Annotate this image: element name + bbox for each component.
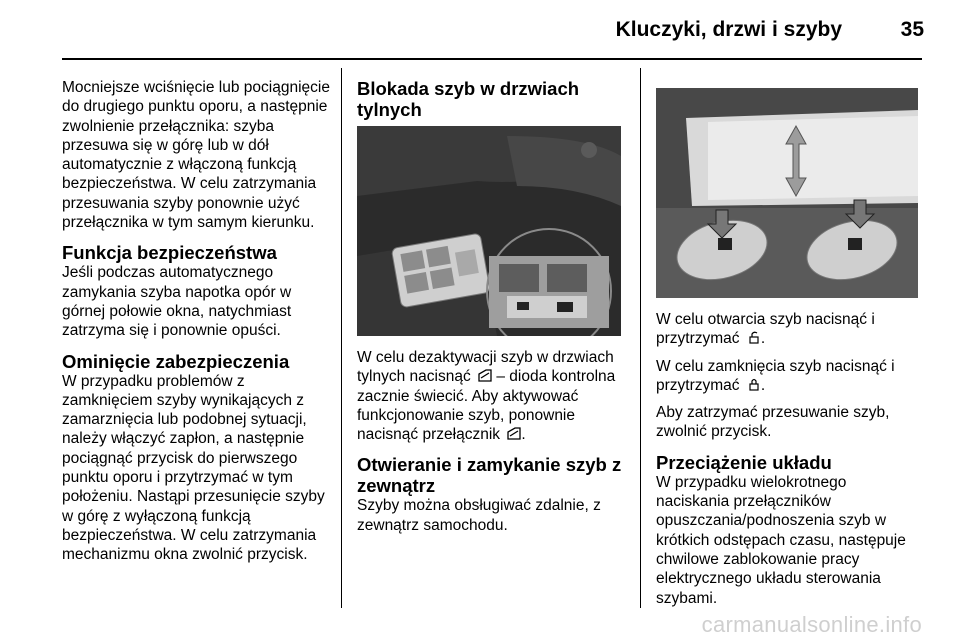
lock-icon (747, 378, 761, 391)
close-windows-paragraph: W celu zamknięcia szyb nacisnąć i przytrzymać . (656, 357, 895, 394)
section-safety (62, 242, 332, 340)
column-divider (341, 68, 342, 608)
section-heading-safety: Funkcja bezpieczeństwa (62, 242, 277, 264)
column-left (62, 78, 332, 573)
section-remote (357, 454, 625, 535)
window-lock-icon (507, 427, 521, 440)
header-divider (62, 58, 922, 60)
window-lock-icon (478, 369, 492, 382)
section-heading-bypass: Ominięcie zabezpieczenia (62, 350, 290, 372)
section-bypass (62, 351, 332, 565)
remote-paragraph: Szyby można obsługiwać zdalnie, z zewnątrz samochodu. (357, 497, 601, 534)
section-overload (656, 452, 922, 608)
page-number: 35 (900, 18, 924, 41)
intro-paragraph: Mocniejsze wciśnięcie lub pociągnięcie do drugiego punktu oporu, a następnie zwolnienie przełącznika: szyba przesuwa się w górę lub w dół automatycznie z włączoną funkcją bezpieczeństwa. W celu zatrzymania przesuwania szyby ponownie użyć przełącznika w tym samym kierunku. (62, 79, 330, 232)
column-middle (357, 78, 625, 543)
column-right (656, 78, 922, 616)
overload-paragraph: W przypadku wielokrotnego naciskania przełączników opuszczania/podnoszenia szyb w krótkich odstępach czasu, następuje chwilowe zablokowanie pracy elektrycznego układu sterowania szybami. (656, 473, 906, 607)
column-divider (640, 68, 641, 608)
window-lock-paragraph: W celu dezaktywacji szyb w drzwiach tylnych nacisnąć – dioda kontrolna zacznie świecić. Aby aktywować funkcjonowanie szyb, ponownie nacisnąć przełącznik . (357, 349, 616, 444)
section-heading-window-lock: Blokada szyb w drzwiach tylnych (357, 78, 580, 120)
door-switch-illustration (357, 126, 621, 336)
bypass-paragraph: W przypadku problemów z zamknięciem szyby wynikających z zamarznięcia lub podobnej sytuacji, należy włączyć zapłon, a następnie pociągnąć przycisk do pierwszego punktu oporu i przytrzymać w tym położeniu. Nastąpi przesunięcie szyby w górę z wyłączoną funkcją bezpieczeństwa. W celu zatrzymania mechanizmu okna zwolnić przycisk. (62, 372, 325, 564)
remote-key-illustration (656, 88, 918, 298)
section-heading-remote: Otwieranie i zamykanie szyb z zewnątrz (357, 454, 622, 497)
watermark: carmanualsonline.info (701, 612, 922, 637)
open-windows-paragraph: W celu otwarcia szyb nacisnąć i przytrzymać . (656, 311, 875, 348)
stop-paragraph: Aby zatrzymać przesuwanie szyb, zwolnić przycisk. (656, 404, 890, 441)
page-title: Kluczyki, drzwi i szyby (615, 18, 842, 41)
unlock-icon (747, 331, 761, 344)
safety-paragraph: Jeśli podczas automatycznego zamykania szyba napotka opór w górnej połowie okna, natychmiast zatrzyma się i ponownie opuści. (62, 264, 292, 340)
section-heading-overload: Przeciążenie układu (656, 451, 832, 473)
